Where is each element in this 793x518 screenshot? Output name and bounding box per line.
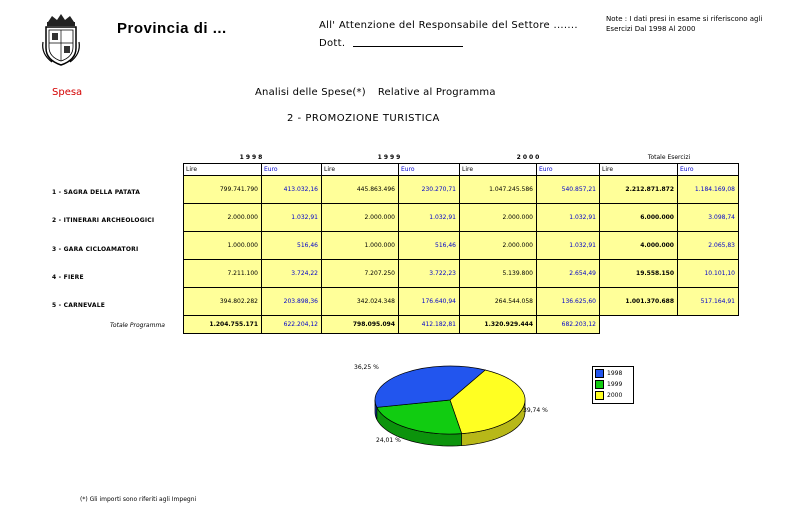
analysis-title-right: Relative al Programma <box>377 87 496 98</box>
col-header-euro-1998: Euro <box>261 163 322 176</box>
table-cell: 7.207.250 <box>321 259 399 288</box>
table-cell: 136.625,60 <box>536 287 600 316</box>
col-header-euro-2000: Euro <box>536 163 600 176</box>
legend-label-2000: 2000 <box>607 392 623 399</box>
year-header-1998: 1998 <box>239 154 265 161</box>
total-cell: 1.204.755.171 <box>183 315 262 334</box>
table-cell: 516,46 <box>261 231 322 260</box>
table-cell: 540.857,21 <box>536 175 600 204</box>
total-cell: 682.203,12 <box>536 315 600 334</box>
expense-table <box>183 163 739 334</box>
dott-label: Dott. <box>319 38 346 49</box>
note-text: Note : I dati presi in esame si riferiscono agli Esercizi Dal 1998 Al 2000 <box>606 15 763 33</box>
pie-label-1999: 24,01 % <box>376 437 401 444</box>
legend-item-1998 <box>595 369 622 378</box>
legend-label-1999: 1999 <box>607 381 623 388</box>
table-cell: 176.640,94 <box>398 287 460 316</box>
table-cell: 1.047.245.586 <box>459 175 537 204</box>
legend-swatch-1999 <box>595 380 604 389</box>
table-cell: 4.000.000 <box>599 231 678 260</box>
table-cell: 19.558.150 <box>599 259 678 288</box>
province-coat-of-arms-icon <box>40 12 82 66</box>
table-cell: 2.212.871.872 <box>599 175 678 204</box>
table-cell: 6.000.000 <box>599 203 678 232</box>
col-header-euro-1999: Euro <box>398 163 460 176</box>
table-cell: 230.270,71 <box>398 175 460 204</box>
table-cell: 3.724,22 <box>261 259 322 288</box>
total-cell: 798.095.094 <box>321 315 399 334</box>
legend-item-2000 <box>595 391 622 400</box>
dott-line <box>319 36 463 49</box>
table-cell: 445.863.496 <box>321 175 399 204</box>
table-cell: 1.032,91 <box>536 231 600 260</box>
table-cell: 3.722,23 <box>398 259 460 288</box>
table-cell: 203.898,36 <box>261 287 322 316</box>
table-cell: 2.000.000 <box>459 231 537 260</box>
row-label-1: 1 - SAGRA DELLA PATATA <box>52 189 141 196</box>
total-cell: 622.204,12 <box>261 315 322 334</box>
table-cell: 2.654,49 <box>536 259 600 288</box>
chart-legend <box>592 366 634 404</box>
table-cell: 342.024.348 <box>321 287 399 316</box>
table-cell: 517.164,91 <box>677 287 739 316</box>
table-cell: 7.211.100 <box>183 259 262 288</box>
table-cell: 413.032,16 <box>261 175 322 204</box>
row-label-3: 3 - GARA CICLOAMATORI <box>52 246 139 253</box>
table-cell: 516,46 <box>398 231 460 260</box>
col-header-lire-2000: Lire <box>459 163 537 176</box>
col-header-euro-total: Euro <box>677 163 739 176</box>
pie-label-1998: 36,25 % <box>354 364 379 371</box>
total-cell: 412.182,81 <box>398 315 460 334</box>
spesa-label: Spesa <box>52 87 83 98</box>
attention-line: All' Attenzione del Responsabile del Settore ....... <box>319 20 578 31</box>
totals-header: Totale Esercizi <box>647 154 691 161</box>
table-cell: 1.032,91 <box>261 203 322 232</box>
legend-label-1998: 1998 <box>607 370 623 377</box>
table-cell: 264.544.058 <box>459 287 537 316</box>
dott-blank-line <box>353 36 463 47</box>
total-label: Totale Programma <box>110 322 165 329</box>
row-label-5: 5 - CARNEVALE <box>52 302 106 309</box>
analysis-title <box>255 87 496 98</box>
row-label-2: 2 - ITINERARI ARCHEOLOGICI <box>52 217 155 224</box>
year-header-1999: 1999 <box>377 154 403 161</box>
legend-swatch-2000 <box>595 391 604 400</box>
table-cell: 1.001.370.688 <box>599 287 678 316</box>
row-label-4: 4 - FIERE <box>52 274 84 281</box>
table-cell: 1.032,91 <box>536 203 600 232</box>
year-header-2000: 2000 <box>516 154 542 161</box>
table-cell: 3.098,74 <box>677 203 739 232</box>
table-cell: 1.032,91 <box>398 203 460 232</box>
legend-item-1999 <box>595 380 622 389</box>
program-title: 2 - PROMOZIONE TURISTICA <box>287 113 440 124</box>
col-header-lire-1999: Lire <box>321 163 399 176</box>
table-cell: 2.000.000 <box>183 203 262 232</box>
table-cell: 5.139.800 <box>459 259 537 288</box>
col-header-lire-total: Lire <box>599 163 678 176</box>
table-cell: 1.184.169,08 <box>677 175 739 204</box>
legend-swatch-1998 <box>595 369 604 378</box>
table-cell: 394.802.282 <box>183 287 262 316</box>
table-cell: 1.000.000 <box>321 231 399 260</box>
col-header-lire-1998: Lire <box>183 163 262 176</box>
table-cell: 2.000.000 <box>459 203 537 232</box>
table-cell: 1.000.000 <box>183 231 262 260</box>
table-cell: 2.065,83 <box>677 231 739 260</box>
analysis-title-left: Analisi delle Spese(*) <box>255 87 366 98</box>
province-title: Provincia di ... <box>117 20 227 37</box>
pie-label-2000: 39,74 % <box>523 407 548 414</box>
table-cell: 799.741.790 <box>183 175 262 204</box>
table-cell: 10.101,10 <box>677 259 739 288</box>
footnote: (*) Gli importi sono riferiti agli Impegni <box>80 496 197 503</box>
table-cell: 2.000.000 <box>321 203 399 232</box>
total-cell: 1.320.929.444 <box>459 315 537 334</box>
